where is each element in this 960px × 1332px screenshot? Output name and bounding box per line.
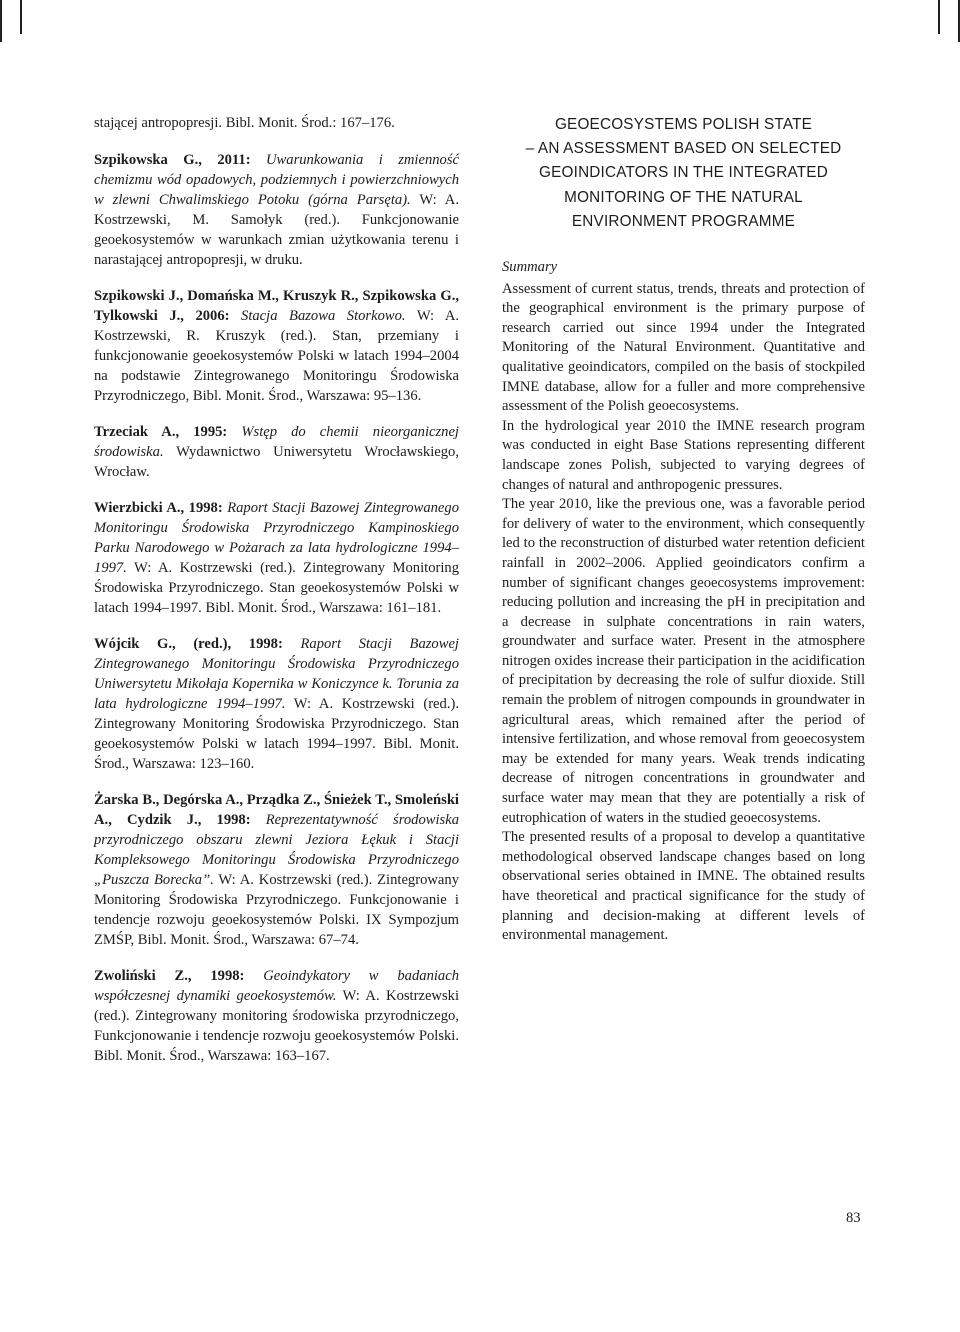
references-column bbox=[94, 113, 459, 1082]
reference-entry bbox=[94, 286, 459, 406]
reference-details: W: A. Kostrzewski, M. Samołyk (red.). Funkcjonowanie geoekosystemów w warunkach zmian użytkowania terenu i narastającej antropopresji, w druku. bbox=[94, 192, 459, 268]
reference-year: , 1995: bbox=[175, 424, 242, 440]
reference-title: Uwarunkowania i zmienność chemizmu wód opadowych, podziemnych i powierzchniowych w zlewni Chwalimskiego Potoku (górna Parsęta). bbox=[94, 152, 460, 208]
reference-year: , 2011: bbox=[198, 152, 266, 168]
summary-title-line: – AN ASSESSMENT BASED ON SELECTED bbox=[525, 140, 842, 158]
reference-entry bbox=[94, 498, 459, 618]
reference-title: Raport Stacji Bazowej Zintegrowanego Monitoringu Środowiska Przyrodniczego Uniwersytetu Mikołaja Kopernika w Koniczynce k. Torunia za lata hydrologiczne 1994–1997. bbox=[94, 636, 459, 712]
summary-paragraph: The presented results of a proposal to develop a quantitative methodological observed landscape changes based on long observational series obtained in IMNE. The obtained results have theoretical and practical significance for the study of planning and decision-making at different levels of environmental management. bbox=[502, 829, 865, 944]
english-summary-column bbox=[502, 113, 865, 946]
reference-continuation: stającej antropopresji. Bibl. Monit. Środ.: 167–176. bbox=[94, 115, 395, 131]
reference-entry bbox=[94, 966, 459, 1066]
reference-authors: Szpikowski J., Domańska M., Kruszyk R., Szpikowska G., Tylkowski J. bbox=[94, 288, 459, 324]
crop-mark-top-right bbox=[938, 0, 940, 34]
summary-title-line: MONITORING OF THE NATURAL bbox=[564, 188, 803, 206]
summary-label: Summary bbox=[502, 259, 558, 276]
reference-entry bbox=[94, 150, 459, 270]
summary-title-line: GEOECOSYSTEMS POLISH STATE bbox=[554, 116, 813, 133]
summary-paragraph: The year 2010, like the previous one, was a favorable period for delivery of water to the environment, which consequently led to the reconstruction of disturbed water retention deficient rainfall in 2002–2006. Applied geoindicators confirm a number of significant changes geoecosystems improvement: reducing pollution and increasing the pH in precipitation and a decrease in sulphate concentrations in rain waters, groundwater and surface water. Present in the atmosphere nitrogen oxides increase their participation in the acidification of precipitation by decreasing the role of sulfur dioxide. Still remain the problem of nitrogen compounds in groundwater in agricultural areas, which remained after the period of intensive fertilization, and whose removal from geoecosystem may be extended for many years. Weak trends indicating decrease of nitrogen concentrations in groundwater and surface water may mean that they are potentially a risk of eutrophication of waters in the studied geoecosystems. bbox=[502, 496, 865, 826]
reference-details: W: A. Kostrzewski (red.). Zintegrowany Monitoring Środowiska Przyrodniczego. Stan geoekosystemów Polski w latach 1994–1997. Bibl. Monit. Środ., Warszawa: 123–160. bbox=[94, 696, 459, 772]
page-number: 83 bbox=[846, 1210, 861, 1226]
reference-authors: Wójcik G., (red.) bbox=[94, 636, 228, 652]
reference-authors: Trzeciak A. bbox=[94, 424, 176, 440]
reference-authors: Wierzbicki A. bbox=[94, 500, 181, 516]
summary-paragraph: Assessment of current status, trends, threats and protection of the geographical environment is the primary purpose of research carried out since 1994 under the Integrated Monitoring of the Natural Environment. Quantitative and qualitative geoindicators, compiled on the basis of stockpiled IMNE database, allow for a fuller and more comprehensive assessment of the Polish geoecosystems. bbox=[502, 280, 865, 415]
reference-title: Reprezentatywność środowiska przyrodniczego obszaru zlewni Jeziora Łękuk i Stacji Kompleksowego Monitoringu Środowiska Przyrodniczego „Puszcza Borecka”. bbox=[94, 812, 459, 888]
reference-year: , 1998: bbox=[180, 500, 228, 516]
reference-entry bbox=[94, 422, 459, 482]
reference-entry bbox=[94, 790, 459, 950]
reference-authors: Zwoliński Z. bbox=[94, 968, 188, 984]
reference-entry bbox=[94, 634, 459, 774]
summary-paragraph: In the hydrological year 2010 the IMNE research program was conducted in eight Base Stations representing different landscape zones Polish, subjected to varying degrees of changes of natural and anthropogenic pressures. bbox=[502, 417, 865, 493]
reference-year: , 1998: bbox=[227, 636, 301, 652]
reference-authors: Żarska B., Degórska A., Prządka Z., Śnieżek T., Smoleński A., Cydzik J. bbox=[94, 792, 459, 828]
reference-details: W: A. Kostrzewski (red.). Zintegrowany monitoring środowiska przyrodniczego, Funkcjonowanie i tendencje rozwoju geoekosystemów Polski. Bibl. Monit. Środ., Warszawa: 163–167. bbox=[94, 988, 459, 1064]
reference-details: W: A. Kostrzewski, R. Kruszyk (red.). Stan, przemiany i funkcjonowanie geoekosystemów Polski w latach 1994–2004 na podstawie Zintegrowanego Monitoringu Środowiska Przyrodniczego, Bibl. Monit. Środ., Warszawa: 95–136. bbox=[94, 308, 460, 404]
crop-mark-top-left bbox=[0, 0, 2, 42]
reference-title: Raport Stacji Bazowej Zintegrowanego Monitoringu Środowiska Przyrodniczego Kampinoskiego Parku Narodowego w Pożarach za lata hydrologiczne 1994–1997. bbox=[94, 500, 459, 576]
reference-year: , 1998: bbox=[187, 968, 264, 984]
reference-details: W: A. Kostrzewski (red.). Zintegrowany Monitoring Środowiska Przyrodniczego. Funkcjonowanie i tendencje rozwoju geoekosystemów Polski. IX Sympozjum ZMŚP, Bibl. Monit. Środ., Warszawa: 67–74. bbox=[94, 872, 459, 948]
reference-details: Wydawnictwo Uniwersytetu Wrocławskiego, Wrocław. bbox=[94, 444, 459, 480]
reference-details: W: A. Kostrzewski (red.). Zintegrowany Monitoring Środowiska Przyrodniczego. Stan geoekosystemów Polski w latach 1994–1997. Bibl. Monit. Środ., Warszawa: 161–181. bbox=[94, 560, 459, 616]
reference-authors: Szpikowska G. bbox=[94, 152, 199, 168]
reference-year: , 1998: bbox=[197, 812, 266, 828]
reference-year: , 2006: bbox=[180, 308, 242, 324]
reference-title: Wstęp do chemii nieorganicznej środowiska. bbox=[94, 424, 459, 460]
summary-title bbox=[502, 113, 865, 234]
summary-title-line: ENVIRONMENT PROGRAMME bbox=[571, 212, 796, 230]
reference-title: Stacja Bazowa Storkowo. bbox=[241, 308, 406, 324]
reference-title: Geoindykatory w badaniach współczesnej dynamiki geoekosystemów. bbox=[94, 968, 459, 1004]
crop-mark-top-left-h bbox=[20, 0, 22, 34]
summary-title-line: GEOINDICATORS IN THE INTEGRATED bbox=[539, 164, 828, 182]
